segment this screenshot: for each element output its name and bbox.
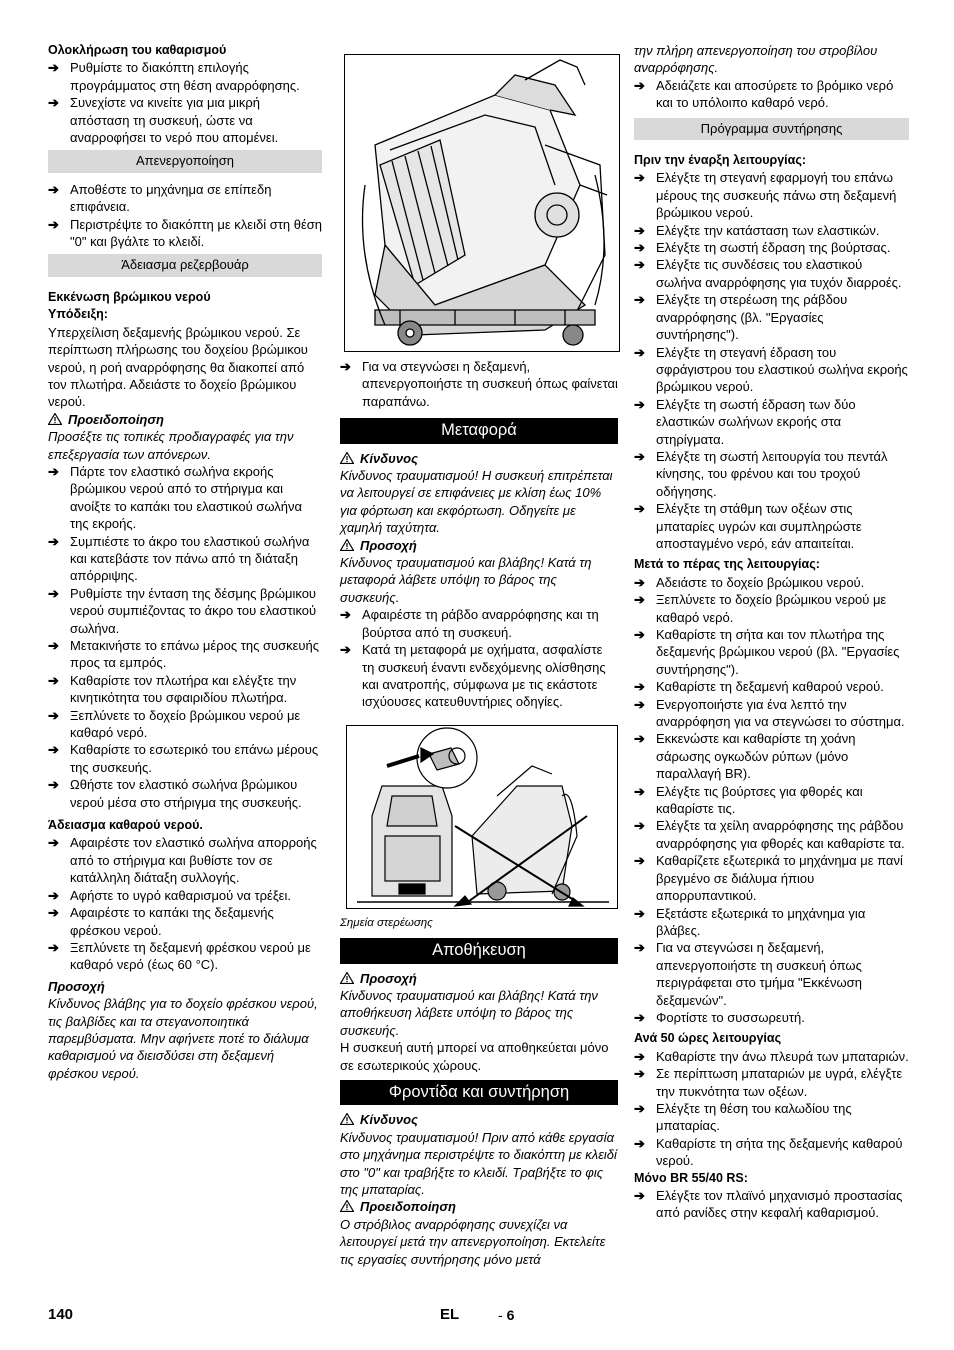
- machine-tilted-illustration: [344, 54, 620, 352]
- list-item: ➔ Κατά τη μεταφορά με οχήματα, ασφαλίστε τη συσκευή έναντι ενδεχόμενης ολίσθησης και ανατροπής, σύμφωνα με τις εκάστοτε ισχύουσες κατευθυντήριες οδηγίες.: [340, 641, 618, 711]
- caution-label: Προσοχή: [48, 978, 105, 994]
- footer-dash: -: [498, 1307, 503, 1323]
- list-item: ➔ Εξετάστε εξωτερικά το μηχάνημα για βλάβες.: [634, 905, 909, 940]
- dry-list: [340, 358, 618, 410]
- dirty-water-heading: Εκκένωση βρώμικου νερού: [48, 289, 211, 304]
- note-heading: Υπόδειξη:: [48, 307, 108, 322]
- storage-caution-label: Προσοχή: [340, 970, 618, 987]
- list-item: ➔ Ρυθμίστε το διακόπτη επιλογής προγράμματος στη θέση αναρρόφησης.: [48, 59, 322, 94]
- list-item: ➔ Για να στεγνώσει η δεξαμενή, απενεργοποιήστε τη συσκευή όπως περιγράφεται στο τμήμα "Εκκένωση δεξαμενών".: [634, 939, 909, 1009]
- fresh-water-list: [48, 834, 322, 973]
- list-item: ➔ Καθαρίστε τη δεξαμενή καθαρού νερού.: [634, 678, 909, 695]
- danger-label: Κίνδυνος: [340, 450, 618, 467]
- list-item: ➔ Συνεχίστε να κινείτε για μια μικρή απόσταση τη συσκευή, ώστε να αναρροφήσει το νερό που απομένει.: [48, 94, 322, 146]
- list-item: ➔ Αδειάστε το δοχείο βρώμικου νερού.: [634, 574, 909, 591]
- list-item: ➔ Ελέγξτε τη στεγανή έδραση του σφράγιστρου του ελαστικού σωλήνα εκροής βρώμικου νερού.: [634, 344, 909, 396]
- continued-text: την πλήρη απενεργοποίηση του στροβίλου αναρρόφησης.: [634, 43, 878, 76]
- caution-label: Προσοχή: [340, 537, 618, 554]
- section-bar-maintenance: Πρόγραμμα συντήρησης: [634, 118, 909, 140]
- before-heading: Πριν την έναρξη λειτουργίας:: [634, 153, 806, 168]
- list-item: ➔ Ελέγξτε τα χείλη αναρρόφησης της ράβδου αναρρόφησης για φθορές και καθαρίστε τα.: [634, 817, 909, 852]
- care-danger-label: Κίνδυνος: [340, 1111, 618, 1128]
- list-item: ➔ Πάρτε τον ελαστικό σωλήνα εκροής βρώμικου νερού από το στήριγμα και ανοίξτε το καπάκι του ελαστικού σωλήνα της εκροής.: [48, 463, 322, 533]
- danger-text: Κίνδυνος τραυματισμού! Η συσκευή επιτρέπεται να λειτουργεί σε επιφάνειες με κλίση έως 10% για φόρτωση και εκφόρτωση. Οδηγείτε με χαμηλή ταχύτητα.: [340, 468, 613, 536]
- warning-text: Προσέξτε τις τοπικές προδιαγραφές για την επεξεργασία των απόνερων.: [48, 429, 294, 462]
- caution-text: Κίνδυνος τραυματισμού και βλάβης! Κατά τη μεταφορά λάβετε υπόψη το βάρος της συσκευής.: [340, 555, 592, 605]
- column-middle: [340, 42, 618, 1268]
- warning-icon: [340, 452, 354, 464]
- list-item: ➔ Σε περίπτωση μπαταριών με υγρά, ελέγξτε την πυκνότητα των οξέων.: [634, 1065, 909, 1100]
- list-item: ➔ Ελέγξτε την κατάσταση των ελαστικών.: [634, 222, 909, 239]
- section-bar-deactivation: Απενεργοποίηση: [48, 150, 322, 172]
- warning-icon: [340, 539, 354, 551]
- care-warning-label: Προειδοποίηση: [340, 1198, 618, 1215]
- br-list: [634, 1187, 909, 1222]
- before-list: [634, 169, 909, 552]
- list-item: ➔ Για να στεγνώσει η δεξαμενή, απενεργοποιήστε τη συσκευή όπως φαίνεται παραπάνω.: [340, 358, 618, 410]
- list-item: ➔ Φορτίστε το συσσωρευτή.: [634, 1009, 909, 1026]
- warning-icon: [340, 1113, 354, 1125]
- hours-list: [634, 1048, 909, 1170]
- list-item: ➔ Ελέγξτε τη σωστή λειτουργία του πεντάλ κίνησης, του φρένου και του τροχού οδήγησης.: [634, 448, 909, 500]
- finish-list: [48, 59, 322, 146]
- scrubber-drying-figure: [345, 55, 619, 351]
- list-item: ➔ Ωθήστε τον ελαστικό σωλήνα βρώμικου νερού μέσα στο στήριγμα της συσκευής.: [48, 776, 322, 811]
- list-item: ➔ Ελέγξτε τις συνδέσεις του ελαστικού σωλήνα αναρρόφησης για τυχόν διαρροές.: [634, 256, 909, 291]
- section-bar-care: Φροντίδα και συντήρηση: [340, 1080, 618, 1105]
- list-item: ➔ Ξεπλύνετε τη δεξαμενή φρέσκου νερού με καθαρό νερό (έως 60 °C).: [48, 939, 322, 974]
- note-text: Υπερχείλιση δεξαμενής βρώμικου νερού. Σε περίπτωση πλήρωσης του δοχείου βρώμικου νερού, η ροή αναρρόφησης θα διακοπεί από τον πλωτήρα. Αδειάστε το δοχείο βρώμικου νερού.: [48, 324, 308, 410]
- language-code: EL: [440, 1306, 460, 1323]
- column-left: [48, 42, 322, 1082]
- list-item: ➔ Εκκενώστε και καθαρίστε τη χοάνη σάρωσης ογκωδών ρύπων (μόνο παραλλαγή BR).: [634, 730, 909, 782]
- transport-list: [340, 606, 618, 710]
- list-item: ➔ Ελέγξτε τη στεγανή εφαρμογή του επάνω μέρους της συσκευής πάνω στη δεξαμενή βρώμικου νερού.: [634, 169, 909, 221]
- section-bar-empty-tanks: Άδειασμα ρεζερβουάρ: [48, 254, 322, 276]
- list-item: ➔ Ελέγξτε τη στάθμη των οξέων στις μπαταρίες υγρών και συμπληρώστε αποσταγμένο νερό, εάν απαιτείται.: [634, 500, 909, 552]
- list-item: ➔ Ξεπλύνετε το δοχείο βρώμικου νερού με καθαρό νερό.: [48, 707, 322, 742]
- tie-down-figure: [347, 726, 617, 908]
- section-page-number: [498, 1307, 514, 1324]
- warning-icon: [340, 972, 354, 984]
- figure-caption: Σημεία στερέωσης: [340, 916, 433, 929]
- list-item: ➔ Καθαρίζετε εξωτερικά το μηχάνημα με πανί βρεγμένο σε διάλυμα ήπιου απορρυπαντικού.: [634, 852, 909, 904]
- section-bar-storage: Αποθήκευση: [340, 938, 618, 963]
- finish-heading: Ολοκλήρωση του καθαρισμού: [48, 43, 227, 57]
- list-item: ➔ Αφαιρέστε τον ελαστικό σωλήνα απορροής από το στήριγμα και βυθίστε τον σε κατάλληλη διάταξη συλλογής.: [48, 834, 322, 886]
- after-list: [634, 574, 909, 1027]
- list-item: ➔ Αποθέστε το μηχάνημα σε επίπεδη επιφάνεια.: [48, 181, 322, 216]
- care-danger-text: Κίνδυνος τραυματισμού! Πριν από κάθε εργασία στο μηχάνημα περιστρέψτε το διακόπτη με κλειδί στο "0" και τραβήξτε το κλειδί. Τραβήξτε το φις της μπαταρίας.: [340, 1129, 617, 1197]
- page-number: 140: [48, 1306, 74, 1323]
- list-item: ➔ Περιστρέψτε το διακόπτη με κλειδί στη θέση "0" και βγάλτε το κλειδί.: [48, 216, 322, 251]
- list-item: ➔ Ελέγξτε τη θέση του καλωδίου της μπαταρίας.: [634, 1100, 909, 1135]
- list-item: ➔ Καθαρίστε τον πλωτήρα και ελέγξτε την κινητικότητα του σφαιριδίου πλωτήρα.: [48, 672, 322, 707]
- list-item: ➔ Ελέγξτε τις βούρτσες για φθορές και καθαρίστε τις.: [634, 783, 909, 818]
- warning-icon: [340, 1200, 354, 1212]
- warning-icon: [48, 413, 62, 425]
- storage-caution-text: Κίνδυνος τραυματισμού και βλάβης! Κατά την αποθήκευση λάβετε υπόψη το βάρος της συσκευής.: [340, 987, 598, 1038]
- list-item: ➔ Ξεπλύνετε το δοχείο βρώμικου νερού με καθαρό νερό.: [634, 591, 909, 626]
- list-item: ➔ Συμπιέστε το άκρο του ελαστικού σωλήνα και κατεβάστε τον πάνω από τη διάταξη απόρριψης.: [48, 533, 322, 585]
- caution-text: Κίνδυνος βλάβης για το δοχείο φρέσκου νερού, τις βαλβίδες και τα στεγανοποιητικά παρεμβύσματα. Μην αφήνετε ποτέ το διάλυμα καθαρισμού να διεισδύσει στη δεξαμενή φρέσκου νερού.: [48, 996, 318, 1081]
- section-bar-transport: Μεταφορά: [340, 418, 618, 443]
- dirty-water-list: [48, 463, 322, 811]
- warning-label: Προειδοποίηση: [48, 411, 322, 428]
- list-item: ➔ Αφαιρέστε τη ράβδο αναρρόφησης και τη βούρτσα από τη συσκευή.: [340, 606, 618, 641]
- list-item: ➔ Αφαιρέστε το καπάκι της δεξαμενής φρέσκου νερού.: [48, 904, 322, 939]
- footer-section-page: 6: [506, 1307, 515, 1323]
- list-item: ➔ Καθαρίστε το εσωτερικό του επάνω μέρους της συσκευής.: [48, 741, 322, 776]
- tie-down-points-illustration: [346, 725, 618, 909]
- continued-list: [634, 77, 909, 112]
- list-item: ➔ Αφήστε το υγρό καθαρισμού να τρέξει.: [48, 887, 322, 904]
- care-warning-text: Ο στρόβιλος αναρρόφησης συνεχίζει να λειτουργεί μετά την απενεργοποίηση. Εκτελείτε τις εργασίες συντήρησης μόνο μετά: [340, 1216, 606, 1267]
- list-item: ➔ Μετακινήστε το επάνω μέρος της συσκευής προς τα εμπρός.: [48, 637, 322, 672]
- column-right: [634, 42, 909, 1222]
- list-item: ➔ Καθαρίστε τη σήτα της δεξαμενής καθαρού νερού.: [634, 1135, 909, 1170]
- list-item: ➔ Ενεργοποιήστε για ένα λεπτό την αναρρόφηση για να στεγνώσει το σύστημα.: [634, 696, 909, 731]
- hours-heading: Ανά 50 ώρες λειτουργίας: [634, 1031, 782, 1046]
- list-item: ➔ Ελέγξτε τη σωστή έδραση των δύο ελαστικών σωλήνων εκροής στα στηρίγματα.: [634, 396, 909, 448]
- list-item: ➔ Αδειάζετε και αποσύρετε το βρόμικο νερό και το υπόλοιπο καθαρό νερό.: [634, 77, 909, 112]
- list-item: ➔ Ρυθμίστε την ένταση της δέσμης βρώμικου νερού συμπιέζοντας το άκρο του ελαστικού σωλήνα.: [48, 585, 322, 637]
- storage-text: Η συσκευή αυτή μπορεί να αποθηκεύεται μόνο σε εσωτερικούς χώρους.: [340, 1040, 609, 1073]
- br-heading: Μόνο BR 55/40 RS:: [634, 1170, 748, 1185]
- fresh-water-heading: Άδειασμα καθαρού νερού.: [48, 818, 203, 833]
- list-item: ➔ Ελέγξτε τον πλαϊνό μηχανισμό προστασίας από ρανίδες στην κεφαλή καθαρισμού.: [634, 1187, 909, 1222]
- after-heading: Μετά το πέρας της λειτουργίας:: [634, 557, 820, 572]
- list-item: ➔ Ελέγξτε τη σωστή έδραση της βούρτσας.: [634, 239, 909, 256]
- list-item: ➔ Καθαρίστε την άνω πλευρά των μπαταριών.: [634, 1048, 909, 1065]
- list-item: ➔ Καθαρίστε τη σήτα και τον πλωτήρα της δεξαμενής βρώμικου νερού (βλ. "Εργασίες συντήρησης").: [634, 626, 909, 678]
- deactivation-list: [48, 181, 322, 251]
- list-item: ➔ Ελέγξτε τη στερέωση της ράβδου αναρρόφησης (βλ. "Εργασίες συντήρησης").: [634, 291, 909, 343]
